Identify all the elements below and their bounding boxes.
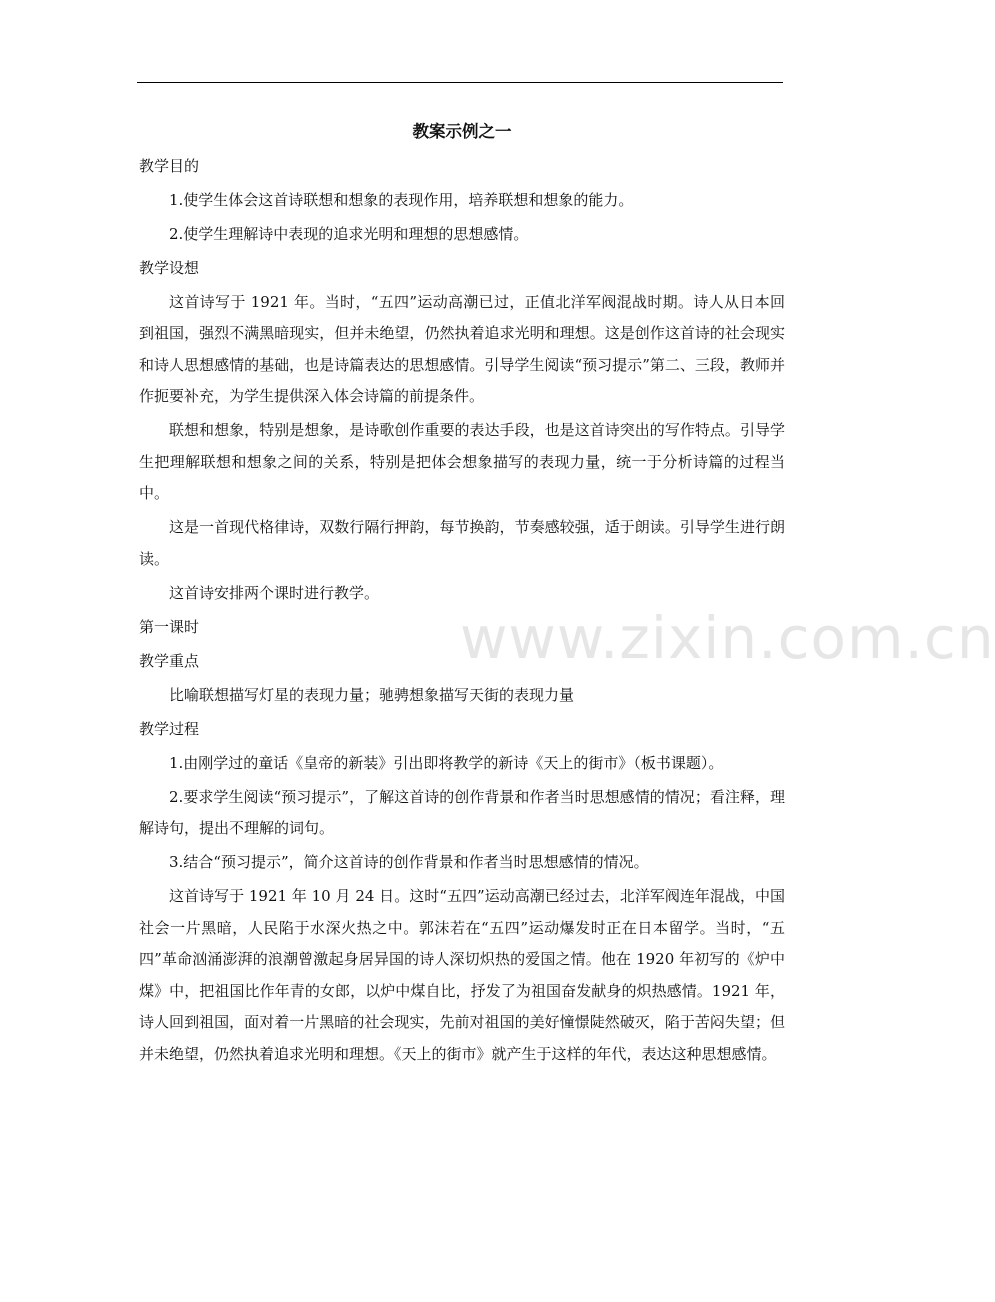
body-paragraph: 3.结合“预习提示”，简介这首诗的创作背景和作者当时思想感情的情况。 [169,853,649,871]
body-paragraph: 这首诗写于 1921 年。当时，“五四”运动高潮已过，正值北洋军阀混战时期。诗人从日本回到祖国，强烈不满黑暗现实，但并未绝望，仍然执着追求光明和理想。这是创作这首诗的社会现实和诗人思想感情的基础，也是诗篇表达的思想感情。引导学生阅读“预习提示”第二、三段，教师并作扼要补充，为学生提供深入体会诗篇的前提条件。 [139,292,785,405]
section-heading: 第一课时 [139,617,200,636]
body-paragraph: 1.由刚学过的童话《皇帝的新装》引出即将教学的新诗《天上的街市》（板书课题）。 [169,753,724,772]
body-paragraph: 比喻联想描写灯星的表现力量；驰骋想象描写天街的表现力量 [169,685,575,704]
body-paragraph: 这首诗安排两个课时进行教学。 [169,583,380,602]
section-heading: 教学目的 [139,156,200,175]
body-paragraph: 2.使学生理解诗中表现的追求光明和理想的思想感情。 [169,224,529,243]
section-heading: 教学设想 [139,258,200,277]
section-heading: 教学过程 [139,719,200,738]
body-paragraph: 1.使学生体会这首诗联想和想象的表现作用，培养联想和想象的能力。 [169,190,634,209]
watermark: www.zixin.com.cn [460,604,995,672]
body-paragraph: 2.要求学生阅读“预习提示”，了解这首诗的创作背景和作者当时思想感情的情况；看注释，理解诗句，提出不理解的词句。 [139,787,785,837]
body-paragraph: 联想和想象，特别是想象，是诗歌创作重要的表达手段，也是这首诗突出的写作特点。引导学生把理解联想和想象之间的关系，特别是把体会想象描写的表现力量，统一于分析诗篇的过程当中。 [139,421,785,502]
document-title: 教案示例之一 [412,122,512,141]
document-body [139,116,785,1073]
section-heading: 教学重点 [139,651,200,670]
body-paragraph: 这是一首现代格律诗，双数行隔行押韵，每节换韵，节奏感较强，适于朗读。引导学生进行朗读。 [139,518,785,568]
header-rule [137,82,783,83]
body-paragraph: 这首诗写于 1921 年 10 月 24 日。这时“五四”运动高潮已经过去，北洋军阀连年混战，中国社会一片黑暗，人民陷于水深火热之中。郭沫若在“五四”运动爆发时正在日本留学。当时，“五四”革命汹涌澎湃的浪潮曾激起身居异国的诗人深切炽热的爱国之情。他在 1920 年初写的《炉中煤》中，把祖国比作年青的女郎，以炉中煤自比，抒发了为祖国奋发献身的炽热感情。1921 年，诗人回到祖国，面对着一片黑暗的社会现实，先前对祖国的美好憧憬陡然破灭，陷于苦闷失望；但并未绝望，仍然执着追求光明和理想。《天上的街市》就产生于这样的年代，表达这种思想感情。 [139,887,785,1063]
